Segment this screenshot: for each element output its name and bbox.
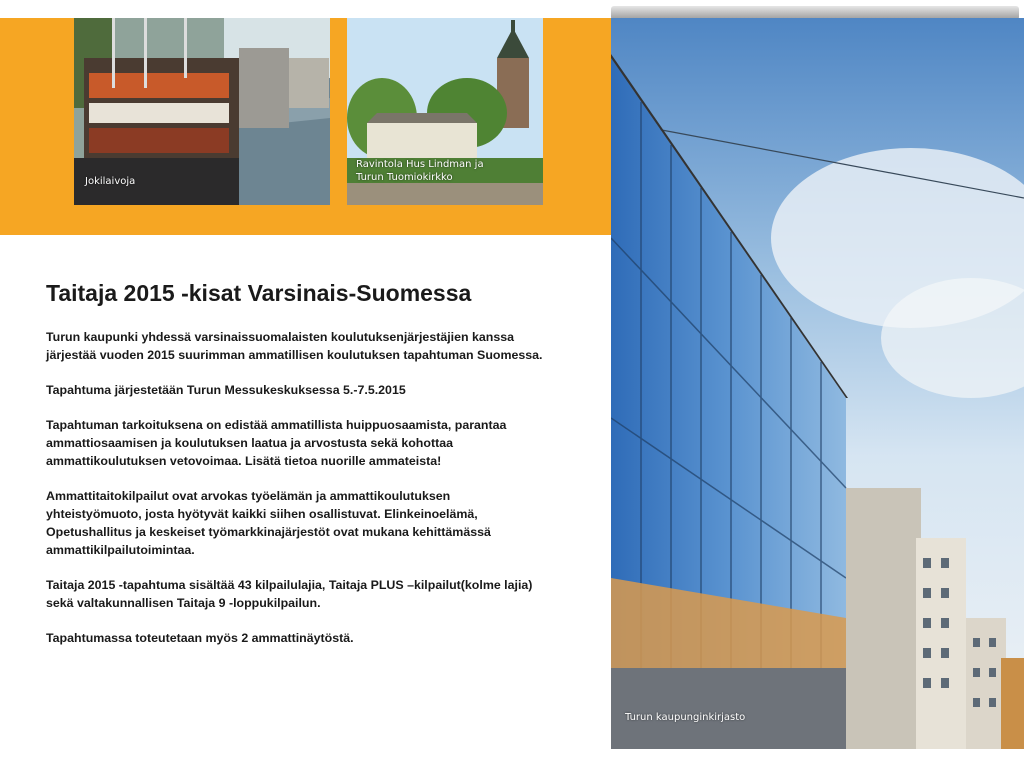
paragraph-venue: Tapahtuma järjestetään Turun Messukeskuksessa 5.-7.5.2015 [46,383,406,397]
church-caption-line1: Ravintola Hus Lindman ja [356,159,484,170]
body-text [46,328,546,664]
paragraph-events: Taitaja 2015 -tapahtuma sisältää 43 kilpailulajia, Taitaja PLUS –kilpailut(kolme lajia) sekä valtakunnallisen Taitaja 9 -loppukilpailun. [46,578,533,610]
church-photo [347,18,543,205]
library-caption: Turun kaupunginkirjasto [625,712,746,723]
boats-photo [74,18,330,205]
page-title: Taitaja 2015 -kisat Varsinais-Suomessa [46,280,472,306]
church-caption-line2: Turun Tuomiokirkko [356,172,453,183]
paragraph-cooperation: Ammattitaitokilpailut ovat arvokas työelämän ja ammattikoulutuksen yhteistyömuoto, josta hyötyvät kaikki siihen osallistuvat. Elinkeinoelämä, Opetushallitus ja keskeiset työmarkkinajärjestöt ovat mukana kehittämässä ammattikilpailutoimintaa. [46,489,491,557]
church-caption [356,158,484,184]
library-illustration [611,18,1024,749]
paragraph-intro: Turun kaupunki yhdessä varsinaissuomalaisten koulutuksenjärjestäjien kanssa järjestää vuoden 2015 suurimman ammatillisen koulutuksen tapahtuman Suomessa. [46,330,543,362]
paragraph-demonstrations: Tapahtumassa toteutetaan myös 2 ammattinäytöstä. [46,631,354,645]
paragraph-purpose: Tapahtuman tarkoituksena on edistää ammatillista huippuosaamista, parantaa ammattiosaamisen ja koulutuksen laatua ja arvostusta sekä kohottaa ammattikoulutuksen vetovoimaa. Lisätä tietoa nuorille ammateista! [46,418,507,468]
boats-caption: Jokilaivoja [85,176,136,187]
library-photo [611,18,1024,749]
